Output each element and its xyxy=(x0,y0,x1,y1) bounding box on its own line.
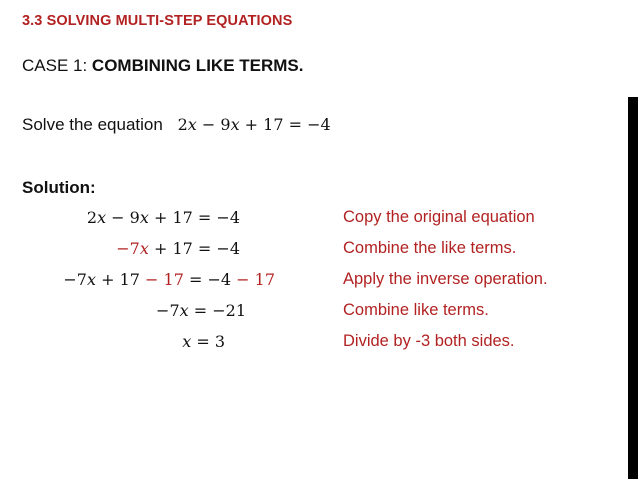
step-row xyxy=(0,205,638,237)
step-row xyxy=(0,329,638,361)
case-title: COMBINING LIKE TERMS. xyxy=(91,56,304,75)
side-accent-bar xyxy=(628,97,638,479)
problem-statement xyxy=(22,115,331,135)
step-note: Copy the original equation xyxy=(343,208,535,226)
step-note: Apply the inverse operation. xyxy=(343,270,548,288)
step-equation: −7x = −21 xyxy=(156,301,246,320)
highlighted-term: −7x xyxy=(116,239,149,258)
highlighted-term: − 17 xyxy=(145,270,184,289)
step-row xyxy=(0,267,638,299)
step-equation: x = 3 xyxy=(182,332,225,351)
highlighted-term: − 17 xyxy=(236,270,275,289)
step-equation: 2x − 9x + 17 = −4 xyxy=(86,208,240,227)
problem-equation: 2x − 9x + 17 = −4 xyxy=(177,115,331,134)
step-note: Combine the like terms. xyxy=(343,239,517,257)
step-equation: −7x + 17 − 17 = −4 − 17 xyxy=(63,270,275,289)
step-row xyxy=(0,298,638,330)
case-line xyxy=(22,56,303,76)
step-note: Divide by -3 both sides. xyxy=(343,332,515,350)
step-equation: −7x + 17 = −4 xyxy=(116,239,240,258)
problem-label: Solve the equation xyxy=(22,115,163,134)
step-note: Combine like terms. xyxy=(343,301,489,319)
solution-label: Solution: xyxy=(22,178,96,197)
step-row xyxy=(0,236,638,268)
case-prefix: CASE 1: xyxy=(22,56,92,75)
slide-title: 3.3 SOLVING MULTI-STEP EQUATIONS xyxy=(22,13,293,29)
